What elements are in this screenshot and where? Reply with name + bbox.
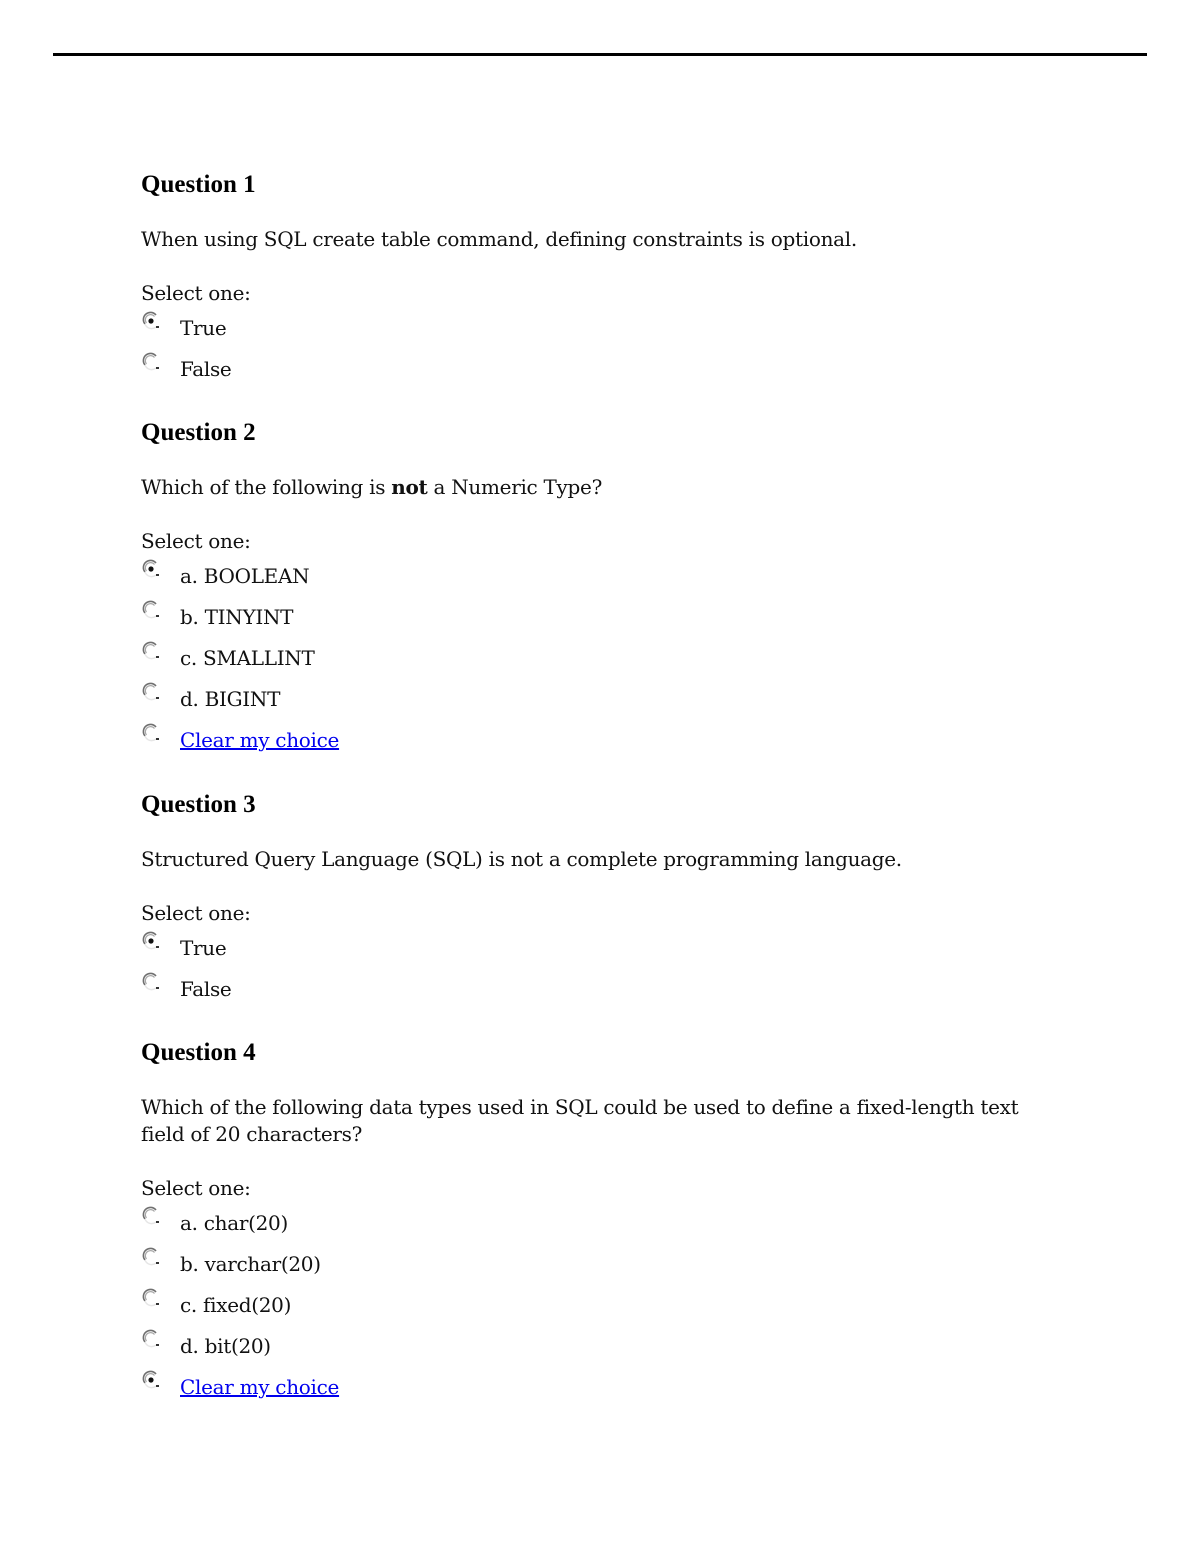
question-text <box>141 846 1061 873</box>
clear-choice-option[interactable] <box>141 723 1061 764</box>
question-3 <box>141 790 1061 1013</box>
radio-button-icon[interactable] <box>141 931 161 951</box>
answer-option-label: b. TINYINT <box>180 605 294 629</box>
answer-option-label: a. char(20) <box>180 1211 288 1235</box>
question-text-part: a Numeric Type? <box>427 475 603 499</box>
radio-button-icon[interactable] <box>141 1288 161 1308</box>
answer-option[interactable] <box>141 641 1061 682</box>
question-text-part: Which of the following is <box>141 475 392 499</box>
radio-button-icon[interactable] <box>141 641 161 661</box>
answer-option[interactable] <box>141 682 1061 723</box>
select-one-label: Select one: <box>141 281 251 305</box>
radio-button-icon[interactable] <box>141 1329 161 1349</box>
question-title: Question 2 <box>141 419 256 446</box>
question-text-part: When using SQL create table command, defining constraints is optional. <box>141 227 857 251</box>
select-one-label: Select one: <box>141 1176 251 1200</box>
radio-button-icon[interactable] <box>141 972 161 992</box>
radio-button-icon[interactable] <box>141 600 161 620</box>
answer-option-label: c. SMALLINT <box>180 646 315 670</box>
question-2 <box>141 418 1061 764</box>
question-4 <box>141 1038 1061 1411</box>
select-one-label: Select one: <box>141 901 251 925</box>
answer-option-label: d. BIGINT <box>180 687 281 711</box>
answer-option[interactable] <box>141 1206 1061 1247</box>
answer-options <box>141 931 1061 1013</box>
answer-option-label: c. fixed(20) <box>180 1293 292 1317</box>
top-horizontal-rule <box>53 53 1147 56</box>
answer-option[interactable] <box>141 559 1061 600</box>
answer-option-label: False <box>180 977 232 1001</box>
radio-button-icon[interactable] <box>141 723 161 743</box>
radio-button-icon[interactable] <box>141 559 161 579</box>
question-text <box>141 474 1061 501</box>
question-text <box>141 1094 1061 1148</box>
question-text-part: Which of the following data types used in SQL could be used to define a fixed-length text field of 20 characters? <box>141 1095 1019 1146</box>
question-1 <box>141 170 1061 393</box>
answer-option-label: True <box>180 936 227 960</box>
select-one-label: Select one: <box>141 529 251 553</box>
answer-option-label: b. varchar(20) <box>180 1252 321 1276</box>
answer-option[interactable] <box>141 931 1061 972</box>
answer-option[interactable] <box>141 1247 1061 1288</box>
answer-options <box>141 1206 1061 1411</box>
radio-button-icon[interactable] <box>141 311 161 331</box>
answer-option-label: True <box>180 316 227 340</box>
answer-option[interactable] <box>141 1329 1061 1370</box>
question-title: Question 1 <box>141 171 256 198</box>
radio-button-icon[interactable] <box>141 1247 161 1267</box>
question-text-part: Structured Query Language (SQL) is not a complete programming language. <box>141 847 902 871</box>
question-text <box>141 226 1061 253</box>
question-text-emphasis: not <box>391 475 428 499</box>
question-title: Question 3 <box>141 791 256 818</box>
answer-option[interactable] <box>141 972 1061 1013</box>
radio-button-icon[interactable] <box>141 352 161 372</box>
answer-options <box>141 311 1061 393</box>
answer-option-label: a. BOOLEAN <box>180 564 310 588</box>
answer-options <box>141 559 1061 764</box>
clear-my-choice-link[interactable]: Clear my choice <box>180 728 340 752</box>
radio-button-icon[interactable] <box>141 1370 161 1390</box>
answer-option-label: False <box>180 357 232 381</box>
clear-choice-option[interactable] <box>141 1370 1061 1411</box>
question-title: Question 4 <box>141 1039 256 1066</box>
answer-option[interactable] <box>141 600 1061 641</box>
answer-option[interactable] <box>141 1288 1061 1329</box>
radio-button-icon[interactable] <box>141 1206 161 1226</box>
answer-option-label: d. bit(20) <box>180 1334 271 1358</box>
answer-option[interactable] <box>141 311 1061 352</box>
clear-my-choice-link[interactable]: Clear my choice <box>180 1375 340 1399</box>
radio-button-icon[interactable] <box>141 682 161 702</box>
answer-option[interactable] <box>141 352 1061 393</box>
